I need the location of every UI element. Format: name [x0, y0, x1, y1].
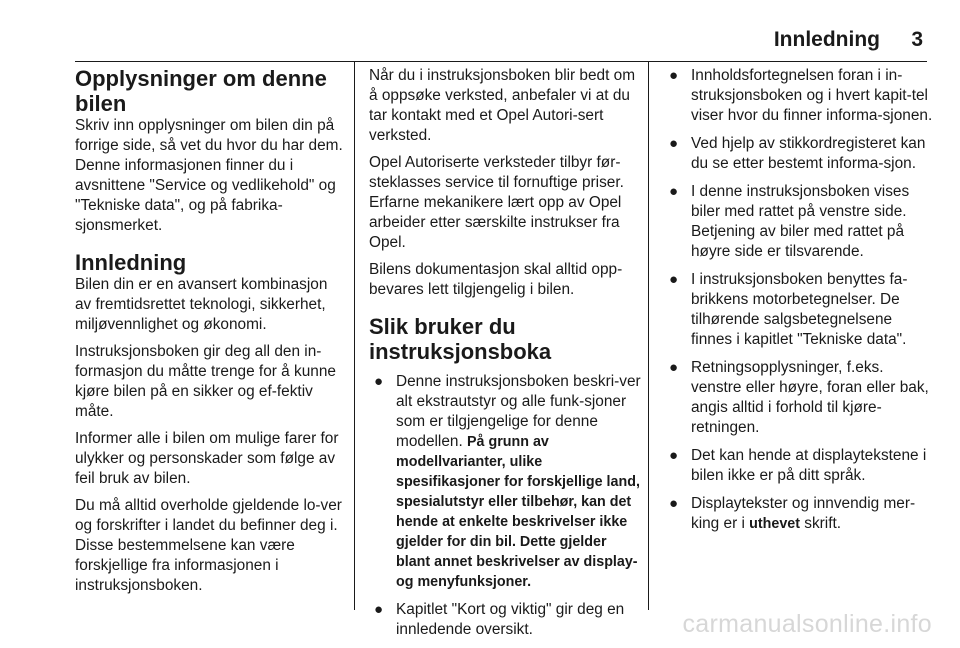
list-item	[664, 358, 934, 438]
bullet-icon: ●	[669, 359, 679, 376]
column-3	[664, 66, 934, 542]
list-item	[369, 372, 643, 592]
list-item-text: I instruksjonsboken benyttes fa-brikkens motorbetegnelser. De tilhørende salgsbetegnelsene finnes i kapitlet "Tekniske data".	[691, 271, 908, 348]
bullet-icon: ●	[374, 601, 384, 618]
header-rule	[75, 61, 927, 62]
bullet-icon: ●	[669, 183, 679, 200]
bullet-icon: ●	[669, 67, 679, 84]
heading-innledning: Innledning	[75, 250, 187, 275]
bullet-icon: ●	[669, 447, 679, 464]
column-divider-2	[648, 62, 649, 610]
paragraph: Bilen din er en avansert kombinasjon av fremtidsrettet teknologi, sikkerhet, miljøvennlighet og økonomi.	[75, 276, 328, 333]
column-2	[369, 66, 643, 648]
page-header	[0, 28, 960, 52]
list-item	[664, 270, 934, 350]
list-item-text: I denne instruksjonsboken vises biler med rattet på venstre side. Betjening av biler med rattet på høyre side er tilsvarende.	[691, 183, 910, 260]
list-item-text: skrift.	[800, 515, 842, 532]
page-number: 3	[911, 28, 923, 51]
list-item	[664, 446, 934, 486]
list-item-bold-text: På grunn av modellvarianter, ulike spesifikasjoner for forskjellige land, spesialutstyr eller tilbehør, kan det hende at enkelte beskrivelser ikke gjelder for din bil. Dette gjelder blant annet beskrivelser av display- og menyfunksjoner.	[396, 434, 640, 590]
bullet-list	[664, 66, 934, 534]
paragraph: Informer alle i bilen om mulige farer for ulykker og personskader som følge av feil bruk av bilen.	[75, 430, 339, 487]
list-item-text: Kapitlet "Kort og viktig" gir deg en innledende oversikt.	[396, 601, 625, 638]
list-item	[369, 600, 643, 640]
heading-opplysninger: Opplysninger om denne bilen	[75, 66, 327, 116]
heading-slik-bruker: Slik bruker du instruksjonsboka	[369, 314, 552, 364]
column-1	[75, 66, 347, 603]
list-item	[664, 134, 934, 174]
list-item-text: Innholdsfortegnelsen foran i in-struksjonsboken og i hvert kapit-tel viser hvor du finner informa-sjonen.	[691, 67, 933, 124]
watermark: carmanualsonline.info	[682, 610, 932, 638]
list-item	[664, 66, 934, 126]
paragraph: Instruksjonsboken gir deg all den in-formasjon du måtte trenge for å kunne kjøre bilen på en sikker og ef-fektiv måte.	[75, 343, 336, 420]
list-item	[664, 494, 934, 534]
bullet-icon: ●	[669, 495, 679, 512]
paragraph: Når du i instruksjonsboken blir bedt om å oppsøke verksted, anbefaler vi at du tar kontakt med et Opel Autori-sert verksted.	[369, 67, 636, 144]
list-item-text: Det kan hende at displaytekstene i bilen ikke er på ditt språk.	[691, 447, 927, 484]
list-item-text: Ved hjelp av stikkordregisteret kan du se etter bestemt informa-sjon.	[691, 135, 926, 172]
list-item-bold-text: uthevet	[749, 516, 801, 532]
bullet-icon: ●	[669, 135, 679, 152]
column-divider-1	[354, 62, 355, 610]
paragraph: Du må alltid overholde gjeldende lo-ver og forskrifter i landet du befinner deg i. Disse bestemmelsene kan være forskjellige fra informasjonen i instruksjonsboken.	[75, 497, 342, 594]
list-item	[664, 182, 934, 262]
bullet-list	[369, 372, 643, 640]
paragraph: Bilens dokumentasjon skal alltid opp-bevares lett tilgjengelig i bilen.	[369, 261, 623, 298]
paragraph: Opel Autoriserte verksteder tilbyr før-steklasses service til fornuftige priser. Erfarne mekanikere lært opp av Opel arbeider etter særskilte instrukser fra Opel.	[369, 154, 624, 251]
chapter-title: Innledning	[773, 28, 880, 51]
list-item-text: Displaytekster og innvendig mer-king er i	[691, 495, 916, 532]
paragraph-info: Skriv inn opplysninger om bilen din på forrige side, så vet du hvor du har dem. Denne informasjonen finner du i avsnittene "Service og vedlikehold" og "Tekniske data", og på fabrika-sjonsmerket.	[75, 117, 343, 234]
bullet-icon: ●	[669, 271, 679, 288]
bullet-icon: ●	[374, 373, 384, 390]
list-item-text: Retningsopplysninger, f.eks. venstre eller høyre, foran eller bak, angis alltid i forhold til kjøre-retningen.	[691, 359, 929, 436]
list-item-text: Denne instruksjonsboken beskri-ver alt ekstrautstyr og alle funk-sjoner som er tilgjengelige for denne modellen.	[396, 373, 641, 450]
